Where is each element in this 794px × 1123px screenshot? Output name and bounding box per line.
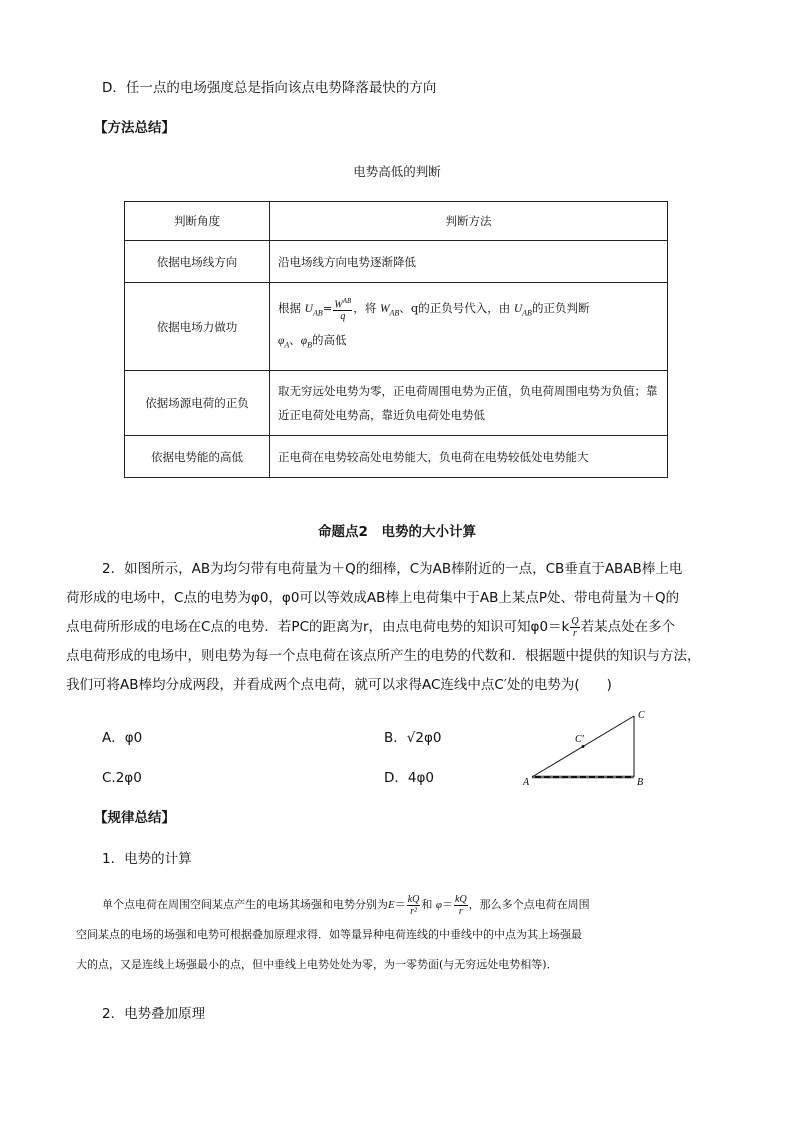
table-cell-angle: 依据场源电荷的正负 [125,371,270,436]
table-cell-angle: 依据电场力做功 [125,283,270,371]
table-cell-method: 取无穷远处电势为零，正电荷周围电势为正值，负电荷周围电势为负值；靠近正电荷处电势高，靠近负电荷处电势低 [270,371,668,436]
sub1-paragraph [76,890,722,980]
rule-summary-heading: 【规律总结】 [94,810,175,826]
label-a: A [523,777,530,788]
method-summary-heading: 【方法总结】 [94,120,175,136]
table-row [125,371,668,436]
option-d-text: D．任一点的电场强度总是指向该点电势降落最快的方向 [102,80,437,96]
table-cell-method: 根据 $U_{AB}=$ $\frac{W^{AB}}{q}$ ，将 $W_{AB}$、q的正负号代入，由 $U_{AB}$的正负判断 $\varphi_A$、$\varphi_B$的高低 [270,283,668,371]
option-c[interactable]: C.2φ0 [102,770,142,786]
question-line: 我们可将AB棒均分成两段，并看成两个点电荷，就可以求得AC连线中点C′处的电势为( ) [66,677,612,693]
table-row [125,283,668,371]
option-b[interactable]: B．√2φ0 [384,730,442,746]
label-cprime: C′ [575,734,584,745]
table-cell-method: 正电荷在电势较高处电势能大，负电荷在电势较低处电势能大 [270,436,668,478]
sub1-line: 单个点电荷在周围空间某点产生的电场其场强和电势分别为E＝ $\frac{kQ}{\text{r²}}$ 和 φ＝ $\frac{kQ}{r}$ ，那么多个点电荷在周围 [102,893,590,917]
question-line: 点电荷所形成的电场在C点的电势．若PC的距离为r，由点电荷电势的知识可知φ0＝k $\frac{Q}{r}$ 若某点处在多个 [66,615,676,639]
table-cell-angle: 依据电场线方向 [125,241,270,283]
topic-heading: 命题点2 电势的大小计算 [318,524,476,540]
option-a[interactable]: A．φ0 [102,730,143,746]
label-c: C [638,710,645,721]
sub1-heading: 1．电势的计算 [102,851,192,867]
sub2-heading: 2．电势叠加原理 [102,1006,206,1022]
table-cell-method: 沿电场线方向电势逐渐降低 [270,241,668,283]
table-header-method: 判断方法 [270,202,668,241]
table-row [125,436,668,478]
sub1-line: 空间某点的电场的场强和电势可根据叠加原理求得．如等量异种电荷连线的中垂线中的中点为其上场强最 [76,928,582,941]
triangle-figure [520,706,660,788]
option-d[interactable]: D．4φ0 [384,770,434,786]
question-line: 点电荷形成的电场中，则电势为每一个点电荷在该点所产生的电势的代数和．根据题中提供的知识与方法， [66,648,701,664]
judgment-table [124,201,668,478]
table-cell-angle: 依据电势能的高低 [125,436,270,478]
question-line: 荷形成的电场中，C点的电势为φ0，φ0可以等效成AB棒上电荷集中于AB上某点P处、带电荷量为＋Q的 [66,590,680,606]
table-header-row [125,202,668,241]
question-line: 2．如图所示，AB为均匀带有电荷量为＋Q的细棒，C为AB棒附近的一点，CB垂直于ABAB棒上电 [102,561,683,577]
point-cprime [582,745,585,748]
table-row [125,241,668,283]
question-text [66,555,746,700]
table-header-angle: 判断角度 [125,202,270,241]
sub1-line: 大的点，又是连线上场强最小的点，但中垂线上电势处处为零，为一零势面(与无穷远处电势相等)． [76,958,558,971]
label-b: B [637,777,644,788]
table-caption: 电势高低的判断 [353,164,441,179]
